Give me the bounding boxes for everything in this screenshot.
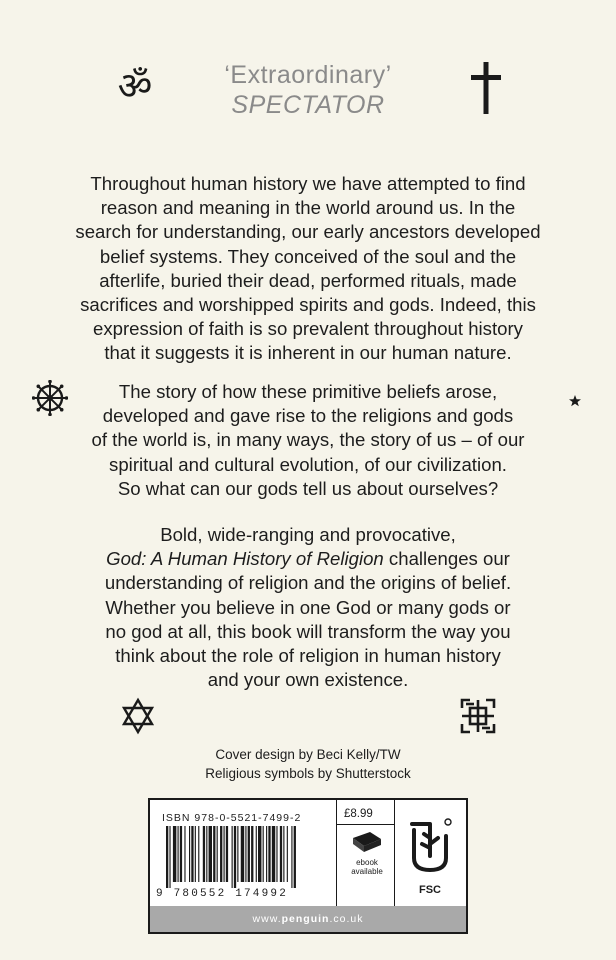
quote-text: ‘Extraordinary’ <box>224 61 392 89</box>
blurb-line: spiritual and cultural evolution, of our civilization. <box>109 453 507 475</box>
fsc-logo-icon <box>402 814 458 885</box>
blurb-line: So what can our gods tell us about ourselves? <box>117 477 499 499</box>
barcode-bars <box>162 826 330 888</box>
divider <box>394 800 395 908</box>
blurb-line: search for understanding, our early ancestors developed <box>75 221 541 243</box>
barcode-panel <box>148 798 468 934</box>
blurb-line: developed and gave rise to the religions and gods <box>102 405 514 427</box>
blurb-line: no god at all, this book will transform the way you <box>105 620 511 642</box>
star-of-david-icon <box>118 696 158 736</box>
om-icon: ॐ <box>117 64 153 108</box>
blurb-line: understanding of religion and the origins of belief. <box>104 572 512 594</box>
url-suffix: .co.uk <box>329 913 364 925</box>
blurb-line: of the world is, in many ways, the story of us – of our <box>91 429 525 451</box>
divider <box>336 800 337 908</box>
ebook-device-icon <box>350 830 384 856</box>
cross-icon <box>466 62 506 114</box>
publisher-url <box>150 906 466 932</box>
blurb-line: think about the role of religion in human history <box>115 645 501 667</box>
ebook-text-1: ebook <box>356 858 378 867</box>
fsc-label: FSC <box>419 884 441 896</box>
blurb-line: Bold, wide-ranging and provocative, <box>160 524 456 545</box>
blurb-line: belief systems. They conceived of the soul and the <box>99 245 517 267</box>
book-title: God: A Human History of Religion <box>106 548 384 570</box>
blurb-paragraph-2 <box>40 380 576 501</box>
blurb-line: afterlife, buried their dead, performed rituals, made <box>99 269 517 291</box>
blurb-line <box>40 547 576 571</box>
press-quote <box>0 60 616 120</box>
ebook-badge <box>342 830 392 876</box>
blurb-line: and your own existence. <box>207 669 409 691</box>
sun-cross-icon <box>458 696 498 736</box>
ebook-text-2: available <box>351 867 383 876</box>
blurb-line-rest: challenges our <box>383 548 510 570</box>
symbols-credit: Religious symbols by Shutterstock <box>205 766 411 781</box>
blurb-line: sacrifices and worshipped spirits and gods. Indeed, this <box>80 294 536 316</box>
divider <box>336 824 394 825</box>
blurb-line: reason and meaning in the world around us. In the <box>100 197 516 219</box>
blurb-line: expression of faith is so prevalent throughout history <box>93 318 523 340</box>
barcode-digits: 9 780552 174992 <box>156 888 289 900</box>
quote-source: SPECTATOR <box>231 91 385 119</box>
credits <box>0 745 616 783</box>
blurb-paragraph-3 <box>40 523 576 692</box>
blurb-line: Whether you believe in one God or many gods or <box>105 596 511 618</box>
url-brand: penguin <box>281 913 330 925</box>
blurb-paragraph-1 <box>40 172 576 366</box>
url-prefix: www. <box>252 913 282 925</box>
price-label: £8.99 <box>344 808 373 820</box>
blurb-line: The story of how these primitive beliefs arose, <box>118 381 498 402</box>
blurb-line: that it suggests it is inherent in our human nature. <box>104 342 512 364</box>
isbn-label: ISBN 978-0-5521-7499-2 <box>162 812 302 824</box>
blurb-line: Throughout human history we have attempted to find <box>90 173 526 194</box>
cover-design-credit: Cover design by Beci Kelly/TW <box>215 747 401 762</box>
